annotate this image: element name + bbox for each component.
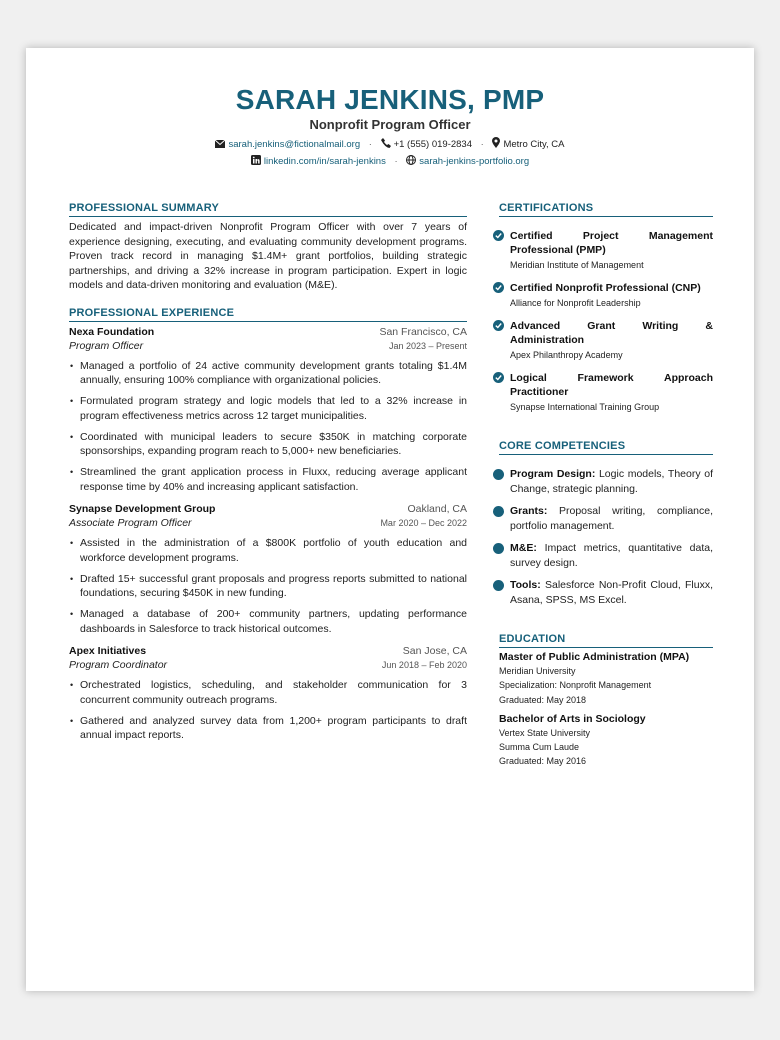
separator: · xyxy=(394,156,398,167)
contact-line-1 xyxy=(26,137,754,154)
email-link[interactable]: sarah.jenkins@fictionalmail.org xyxy=(228,139,361,150)
job-company: Apex Initiatives xyxy=(69,645,147,657)
job-title: Program Officer xyxy=(69,339,144,352)
job-bullet: • Coordinated with municipal leaders to secure $350K in matching corporate sponsorships, expanding program reach to 5,000+ new beneficiaries. xyxy=(69,430,467,459)
education-detail: Summa Cum Laude xyxy=(499,742,580,753)
competency-text: Impact metrics, quantitative data, survey design. xyxy=(510,542,713,569)
check-circle-icon xyxy=(493,230,504,241)
separator: · xyxy=(368,139,372,150)
job-location: Oakland, CA xyxy=(407,503,467,515)
job-title: Associate Program Officer xyxy=(69,517,192,529)
competency-label: Grants: xyxy=(510,505,548,517)
certification-item xyxy=(499,319,713,362)
phone-number: +1 (555) 019-2834 xyxy=(393,139,472,150)
bullet-dot-icon xyxy=(493,580,504,591)
competency-label: Program Design: xyxy=(510,468,596,480)
bullet-dot-icon xyxy=(493,469,504,480)
bullet-dot-icon xyxy=(493,543,504,554)
job-location: San Francisco, CA xyxy=(379,325,467,338)
job-bullets xyxy=(69,678,467,743)
certifications-section-title: CERTIFICATIONS xyxy=(499,202,713,217)
job-entry xyxy=(69,502,467,636)
resume-page xyxy=(26,48,754,991)
candidate-role: Nonprofit Program Officer xyxy=(309,117,471,132)
linkedin-link[interactable]: linkedin.com/in/sarah-jenkins xyxy=(263,156,386,167)
job-entry xyxy=(69,325,467,495)
main-column xyxy=(69,202,467,751)
job-bullet: • Assisted in the administration of a $800K portfolio of youth education and workforce development programs. xyxy=(69,536,467,565)
competency-item xyxy=(499,467,713,496)
competency-text: Salesforce Non-Profit Cloud, Fluxx, Asana, SPSS, MS Excel. xyxy=(510,579,713,606)
certification-issuer: Alliance for Nonprofit Leadership xyxy=(510,298,641,308)
job-entry xyxy=(69,644,467,743)
separator: · xyxy=(480,139,484,150)
job-bullet: • Streamlined the grant application process in Fluxx, reducing average applicant response time by 40% and increasing applicant satisfaction. xyxy=(69,465,467,494)
experience-section-title: PROFESSIONAL EXPERIENCE xyxy=(69,307,467,322)
education-item xyxy=(499,712,713,769)
job-bullets xyxy=(69,359,467,495)
bullet-dot-icon xyxy=(493,506,504,517)
job-bullet: • Managed a portfolio of 24 active community development grants totaling $1.4M annually, ensuring 100% compliance with organizational policies. xyxy=(69,359,467,388)
portfolio-link[interactable]: sarah-jenkins-portfolio.org xyxy=(419,156,530,167)
check-circle-icon xyxy=(493,282,504,293)
certification-item xyxy=(499,229,713,272)
job-dates: Mar 2020 – Dec 2022 xyxy=(380,518,467,528)
job-location: San Jose, CA xyxy=(402,645,467,657)
job-title: Program Coordinator xyxy=(69,659,168,671)
globe-icon xyxy=(406,155,416,171)
certification-item xyxy=(499,281,713,310)
job-bullet: • Orchestrated logistics, scheduling, and stakeholder communication for 3 concurrent community outreach programs. xyxy=(69,678,467,707)
certification-name: Certified Project Management Professional (PMP) xyxy=(510,230,713,256)
competencies-section-title: CORE COMPETENCIES xyxy=(499,440,713,455)
education-detail: Meridian University xyxy=(499,666,576,676)
job-bullet: • Gathered and analyzed survey data from 1,200+ program participants to draft annual impact reports. xyxy=(69,714,467,743)
education-detail: Vertex State University xyxy=(499,727,591,738)
competency-text: Logic models, Theory of Change, strategic planning. xyxy=(510,468,713,495)
competency-item xyxy=(499,541,713,570)
certification-name: Logical Framework Approach Practitioner xyxy=(510,372,713,398)
candidate-name: SARAH JENKINS, PMP xyxy=(235,84,545,115)
education-detail: Graduated: May 2018 xyxy=(499,694,587,705)
resume-header xyxy=(26,84,754,171)
location: Metro City, CA xyxy=(503,139,565,150)
job-dates: Jan 2023 – Present xyxy=(388,340,467,351)
competency-text: Proposal writing, compliance, portfolio management. xyxy=(510,505,714,532)
competency-label: M&E: xyxy=(510,542,537,554)
check-circle-icon xyxy=(493,372,504,383)
certification-issuer: Synapse International Training Group xyxy=(510,402,660,412)
envelope-icon xyxy=(215,138,225,154)
linkedin-icon xyxy=(251,155,261,171)
certification-name: Advanced Grant Writing & Administration xyxy=(510,320,713,346)
map-pin-icon xyxy=(492,137,500,154)
job-bullets xyxy=(69,536,467,636)
education-item xyxy=(499,650,713,707)
job-bullet: • Formulated program strategy and logic models that led to a 32% increase in program effectiveness metrics across 12 target municipalities. xyxy=(69,394,467,423)
degree-name: Master of Public Administration (MPA) xyxy=(499,651,690,663)
summary-section-title: PROFESSIONAL SUMMARY xyxy=(69,202,467,217)
competency-label: Tools: xyxy=(510,579,541,591)
sidebar-column xyxy=(499,202,713,774)
competency-item xyxy=(499,578,713,607)
contact-line-2 xyxy=(26,154,754,171)
check-circle-icon xyxy=(493,320,504,331)
summary-text: Dedicated and impact-driven Nonprofit Program Officer with over 7 years of experience designing, executing, and evaluating community development programs. Proven track record in managing $1.4M+ grant portfolios, building strategic partnerships, and driving a 32% increase in program participation. Expert in logic models and data-driven monitoring and evaluation (M&E). xyxy=(69,221,467,291)
education-detail: Specialization: Nonprofit Management xyxy=(499,680,652,691)
certification-issuer: Meridian Institute of Management xyxy=(510,260,644,270)
degree-name: Bachelor of Arts in Sociology xyxy=(499,712,646,725)
job-bullet: • Managed a database of 200+ community partners, updating performance dashboards in Salesforce to track historical outcomes. xyxy=(69,607,467,636)
education-detail: Graduated: May 2016 xyxy=(499,756,587,767)
phone-icon xyxy=(381,138,391,154)
job-company: Synapse Development Group xyxy=(69,503,216,515)
competency-item xyxy=(499,504,713,533)
job-bullet: • Drafted 15+ successful grant proposals and progress reports submitted to national foundations, securing $450K in new funding. xyxy=(69,572,467,601)
job-dates: Jun 2018 – Feb 2020 xyxy=(381,660,467,670)
certification-item xyxy=(499,371,713,414)
job-company: Nexa Foundation xyxy=(69,325,155,338)
education-section-title: EDUCATION xyxy=(499,633,713,648)
certification-name: Certified Nonprofit Professional (CNP) xyxy=(510,282,701,294)
certification-issuer: Apex Philanthropy Academy xyxy=(510,350,623,360)
